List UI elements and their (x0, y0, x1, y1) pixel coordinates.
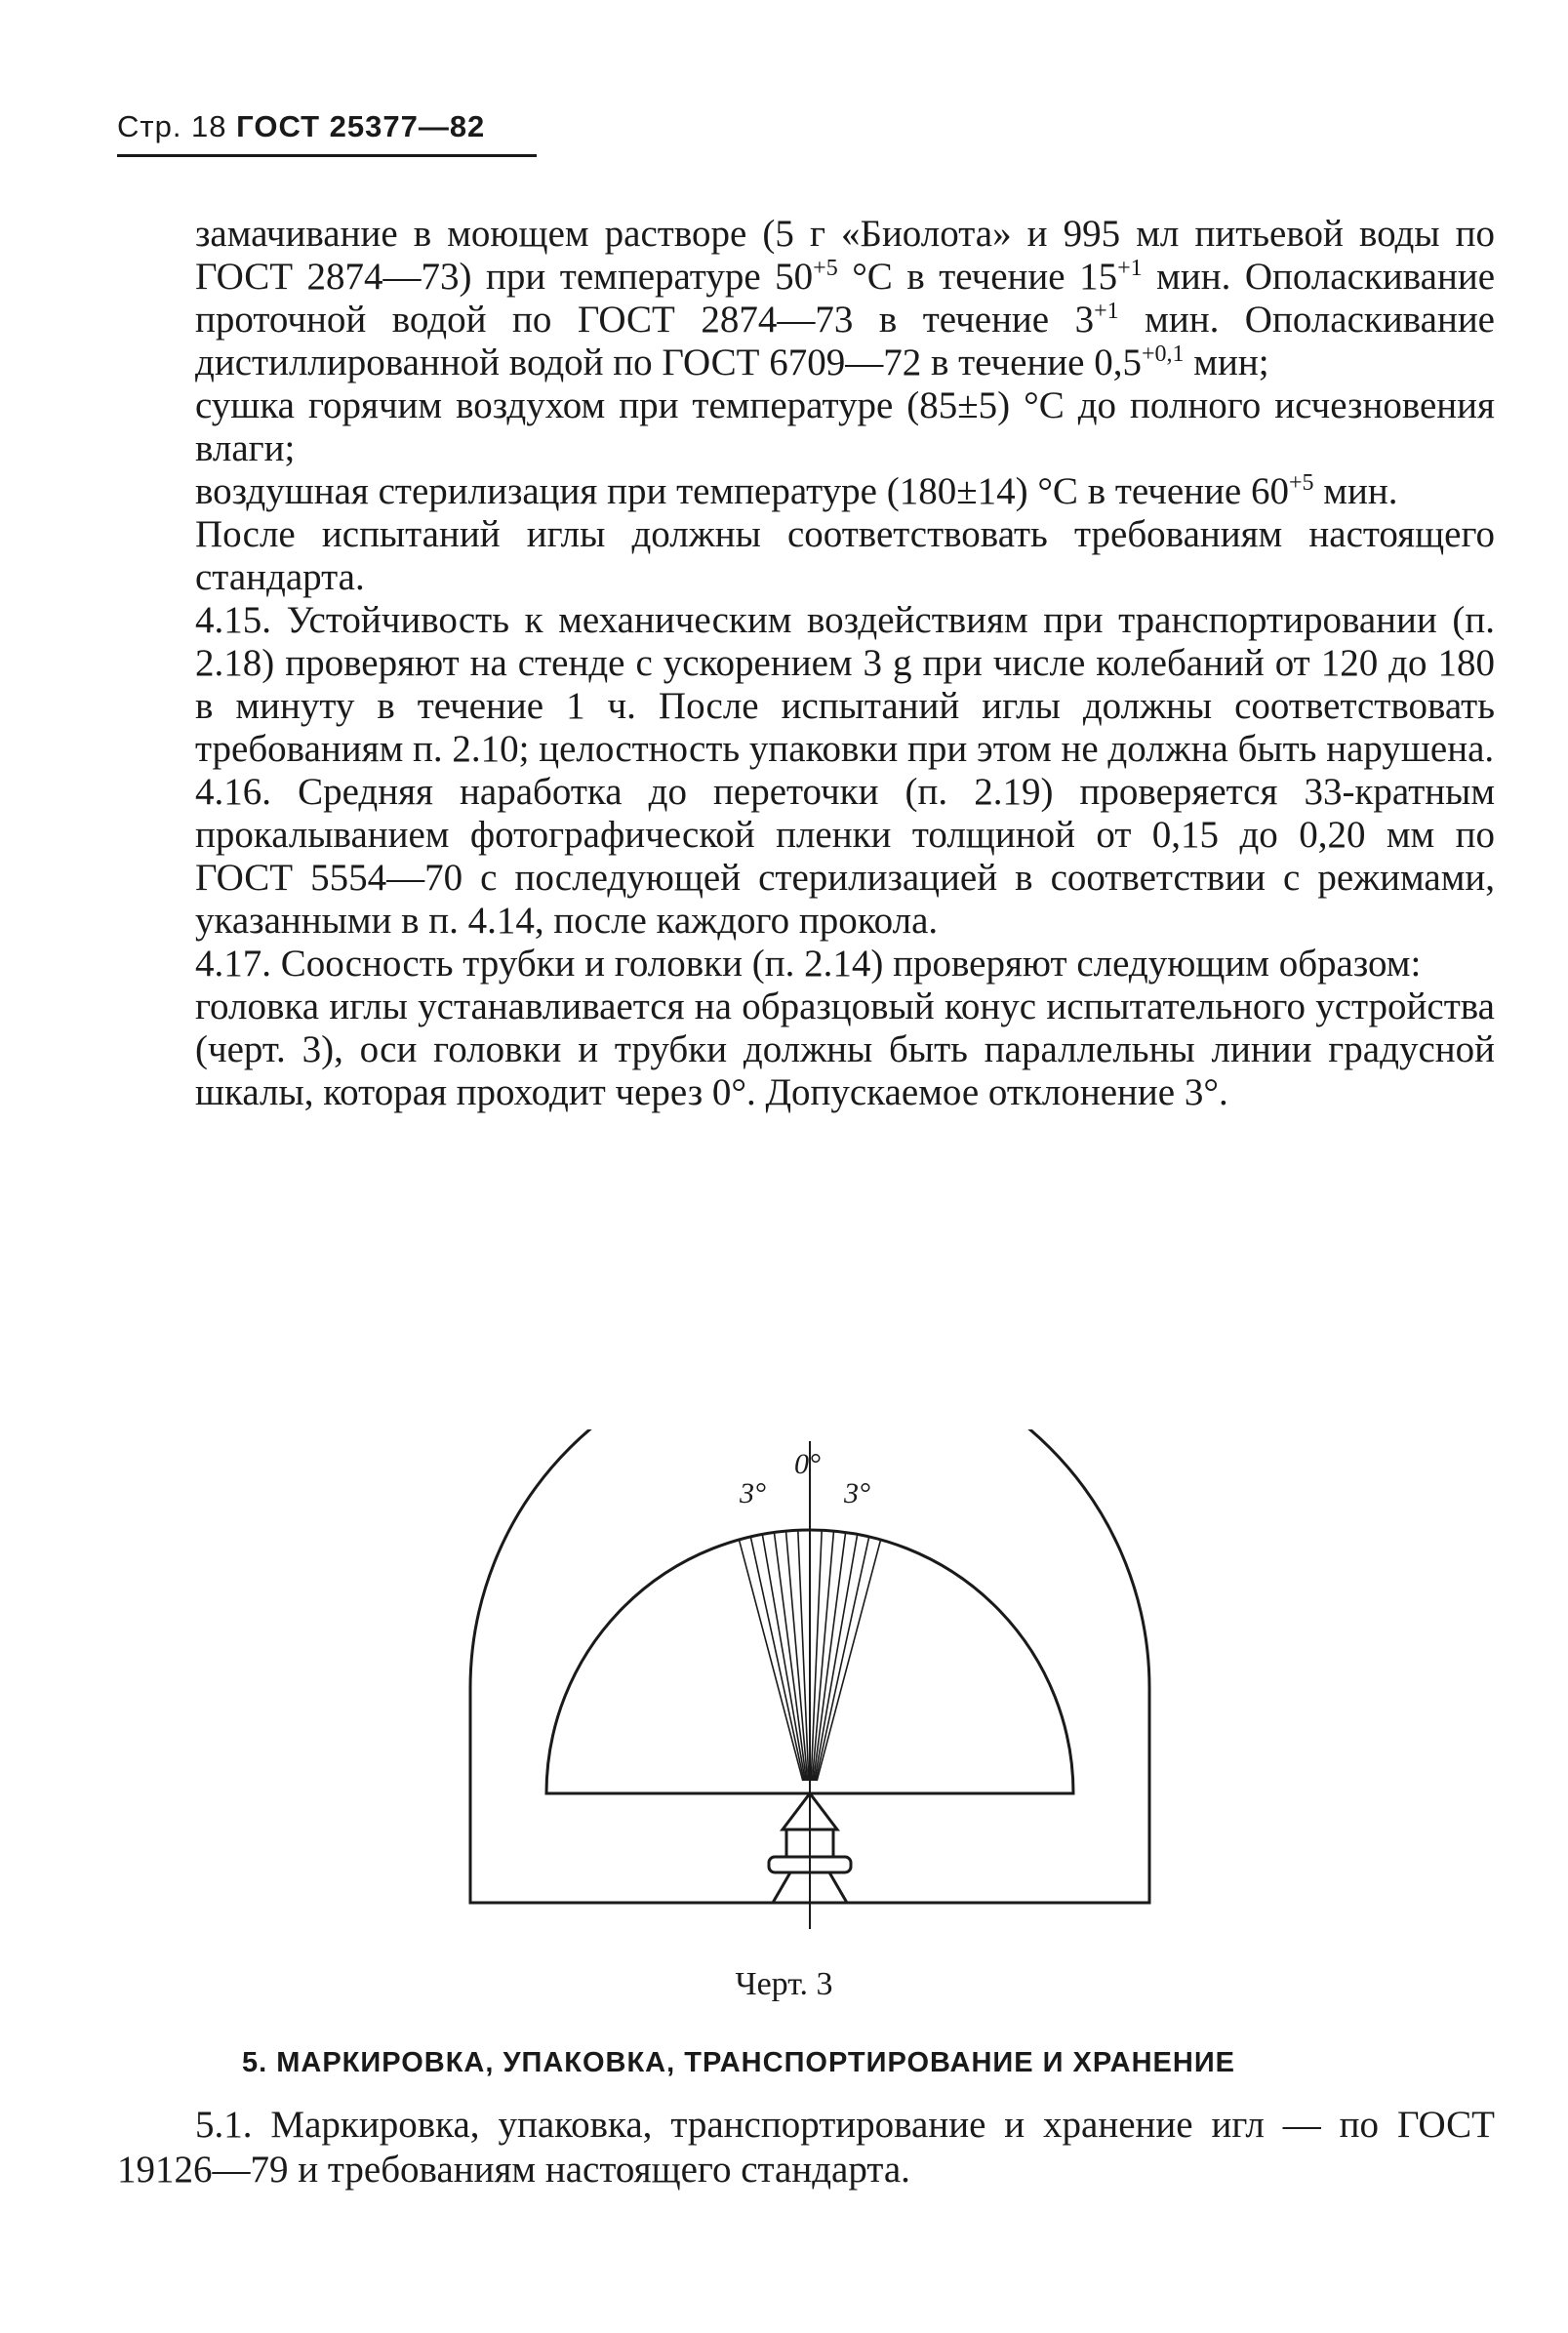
scale-ray (817, 1540, 880, 1781)
text-run: мин. (1313, 470, 1398, 512)
paragraph-drying: сушка горячим воздухом при температуре (85±5) °С до полного исчезновения влаги; (195, 384, 1495, 469)
figure-caption: Черт. 3 (735, 1966, 833, 2002)
superscript: +1 (1094, 299, 1119, 324)
section-5-title: 5. МАРКИРОВКА, УПАКОВКА, ТРАНСПОРТИРОВАНИЕ И ХРАНЕНИЕ (242, 2047, 1236, 2078)
scale-ray (750, 1537, 804, 1781)
page-header (117, 109, 546, 157)
superscript: +5 (1288, 470, 1314, 496)
paragraph-4-17: 4.17. Соосность трубки и головки (п. 2.14) проверяют следующим образом: (195, 943, 1422, 985)
scale-ray (815, 1534, 858, 1781)
scale-ray (814, 1533, 846, 1782)
paragraph-sterilization (195, 470, 1495, 513)
label-center-0deg: 0° (794, 1448, 821, 1480)
text-run: мин; (1184, 342, 1269, 383)
label-left-3deg: 3° (740, 1477, 766, 1509)
text-run: мин. Ополаскивание проточной водой по ГОСТ 2874—73 в течение 3 (195, 256, 1496, 341)
label-right-3deg: 3° (844, 1477, 870, 1509)
page-header-text (117, 109, 546, 144)
text-run: воздушная стерилизация при температуре (180±14) °С в течение 60 (195, 470, 1289, 512)
scale-ray (774, 1533, 806, 1782)
text-run: замачивание в моющем растворе (5 г «Биолота» и 995 мл питьевой воды по ГОСТ 2874—73) при температуре 50 (195, 213, 1495, 298)
page-number: Стр. 18 (117, 109, 227, 143)
text-run: °С в течение 15 (837, 256, 1118, 298)
scale-ray (762, 1534, 805, 1781)
paragraph-after-tests: После испытаний иглы должны соответствовать требованиям настоящего стандарта. (195, 513, 1495, 598)
paragraph-head-mounting: головка иглы устанавливается на образцовый конус испытательного устройства (черт. 3), оси головки и трубки должны быть параллельны линии градусной шкалы, которая проходит через 0°. Допускаемое отклонение 3°. (195, 985, 1495, 1113)
scale-ray (812, 1531, 833, 1781)
scale-ray (816, 1537, 869, 1781)
header-rule (117, 154, 537, 157)
superscript: +1 (1117, 256, 1143, 281)
scale-ray (811, 1530, 822, 1781)
body-text (195, 213, 1495, 1114)
scale-ray (786, 1531, 808, 1781)
standard-number: ГОСТ 25377—82 (236, 109, 486, 143)
text-run: мин. Ополаскивание дистиллированной водой по ГОСТ 6709—72 в течение 0,5 (195, 299, 1495, 383)
paragraph-5-1: 5.1. Маркировка, упаковка, транспортирование и хранение игл — по ГОСТ 19126—79 и требованиям настоящего стандарта. (117, 2104, 1495, 2191)
paragraph-4-15: 4.15. Устойчивость к механическим воздействиям при транспортировании (п. 2.18) проверяют на стенде с ускорением 3 g при числе колебаний от 120 до 180 в минуту в течение 1 ч. После испытаний иглы должны соответствовать требованиям п. 2.10; целостность упаковки при этом не должна быть нарушена. (195, 599, 1495, 770)
superscript: +5 (813, 256, 838, 281)
paragraph-washing (195, 213, 1495, 384)
figure-protractor-diagram (459, 1429, 1161, 1937)
section-5-text (117, 2103, 1495, 2192)
scale-rays (739, 1530, 880, 1781)
scale-ray (739, 1540, 802, 1781)
paragraph-4-16: 4.16. Средняя наработка до переточки (п. 2.19) проверяется 33-кратным прокалыванием фотографической пленки толщиной от 0,15 до 0,20 мм по ГОСТ 5554—70 с последующей стерилизацией в соответствии с режимами, указанными в п. 4.14, после каждого прокола. (195, 771, 1495, 942)
superscript: +0,1 (1142, 342, 1185, 367)
scale-ray (798, 1530, 809, 1781)
